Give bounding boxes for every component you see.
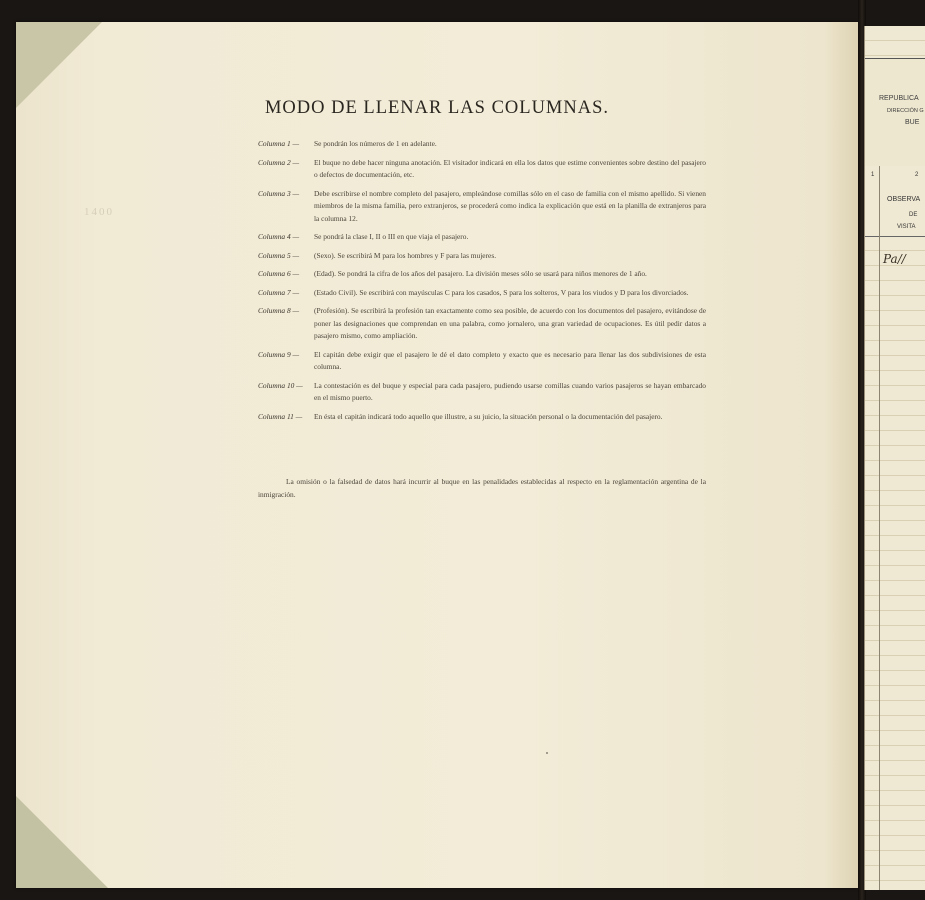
- instruction-row: [258, 138, 706, 151]
- instruction-row: [258, 380, 706, 405]
- adjacent-ledger-page: [864, 26, 925, 890]
- column-label: Columna 8 —: [258, 306, 300, 315]
- column-label: Columna 1 —: [258, 139, 300, 148]
- ledger-header-line: BUE: [905, 119, 920, 126]
- photo-corner-bottom-left: [16, 796, 108, 888]
- column-instruction: El capitán debe exigir que el pasajero le dé el dato completo y exacto que es necesario para llenar las dos subdivisiones de esta columna.: [314, 349, 706, 371]
- photo-corner-top-left: [16, 22, 102, 108]
- column-label: Columna 6 —: [258, 269, 300, 278]
- ledger-header-line: REPUBLICA: [879, 95, 919, 102]
- column-label: Columna 9 —: [258, 349, 300, 359]
- ledger-handwriting: Pa//: [883, 252, 906, 266]
- ledger-col-number: 2: [915, 172, 919, 178]
- column-instruction: (Estado Civil). Se escribirá con mayúsculas C para los casados, S para los solteros, V para los viudos y D para los divorciados.: [314, 287, 689, 297]
- instruction-row: [258, 268, 706, 281]
- column-instruction: (Profesión). Se escribirá la profesión tan exactamente como sea posible, de acuerdo con los documentos del pasajero, evitándose de poner las designaciones que comprendan en una palabra, como jornalero, una gran variedad de ocupaciones. Es útil pedir datos a pasajero mismo, como ampliación.: [314, 306, 706, 340]
- column-instruction: En ésta el capitán indicará todo aquello que illustre, a su juicio, la situación personal o la documentación del pasajero.: [314, 411, 663, 421]
- column-label: Columna 4 —: [258, 232, 300, 241]
- ledger-col-title: OBSERVA: [887, 196, 921, 203]
- column-instruction: El buque no debe hacer ninguna anotación. El visitador indicará en ella los datos que estime convenientes sobre destino del pasajero o defectos de documentación, etc.: [314, 157, 706, 179]
- column-instruction: (Edad). Se pondrá la cifra de los años del pasajero. La división meses sólo se usará para niños menores de 1 año.: [314, 269, 647, 278]
- column-label: Columna 7 —: [258, 287, 300, 297]
- faint-page-number: 1400: [84, 206, 114, 218]
- column-label: Columna 2 —: [258, 157, 300, 167]
- ledger-col-number: 1: [871, 172, 875, 178]
- column-instruction: Debe escribirse el nombre completo del pasajero, empleándose comillas sólo en el caso de familia con el mismo apellido. Si vienen miembros de la misma familia, pero extranjeros, se procederá como indica la explicación que está en la planilla de extranjeros para la columna 12.: [314, 188, 706, 223]
- instruction-row: [258, 250, 706, 263]
- column-instruction: La contestación es del buque y especial para cada pasajero, pudiendo usarse comillas cuando varios pasajeros se hayan embarcado en el mismo puerto.: [314, 380, 706, 402]
- column-label: Columna 3 —: [258, 188, 300, 198]
- footer-note: La omisión o la falsedad de datos hará incurrir al buque en las penalidades establecidas al respecto en la reglamentación argentina de la inmigración.: [258, 477, 706, 499]
- ledger-rule: [879, 166, 880, 890]
- column-instruction: Se pondrá la clase I, II o III en que viaja el pasajero.: [314, 232, 469, 241]
- instruction-row: [258, 287, 706, 300]
- ledger-column-header: [865, 166, 925, 237]
- column-label: Columna 10 —: [258, 380, 303, 390]
- column-label: Columna 5 —: [258, 250, 300, 260]
- instruction-row: [258, 231, 706, 244]
- column-instruction: (Sexo). Se escribirá M para los hombres y F para las mujeres.: [314, 250, 497, 260]
- instruction-row: [258, 157, 706, 182]
- ledger-col-title: DE: [909, 212, 918, 218]
- ink-speck: [546, 752, 548, 754]
- page-title: MODO DE LLENAR LAS COLUMNAS.: [264, 98, 610, 118]
- instructions-list: [258, 138, 706, 429]
- ledger-col-title: VISITA: [897, 224, 916, 230]
- ledger-header: [865, 58, 925, 168]
- instruction-row: [258, 305, 706, 343]
- column-label: Columna 11 —: [258, 411, 303, 421]
- instruction-row: [258, 349, 706, 374]
- instruction-row: [258, 188, 706, 226]
- column-instruction: Se pondrán los números de 1 en adelante.: [314, 139, 437, 148]
- instruction-row: [258, 411, 706, 424]
- document-page: [16, 22, 858, 888]
- ledger-header-line: DIRECCIÓN G: [887, 108, 924, 114]
